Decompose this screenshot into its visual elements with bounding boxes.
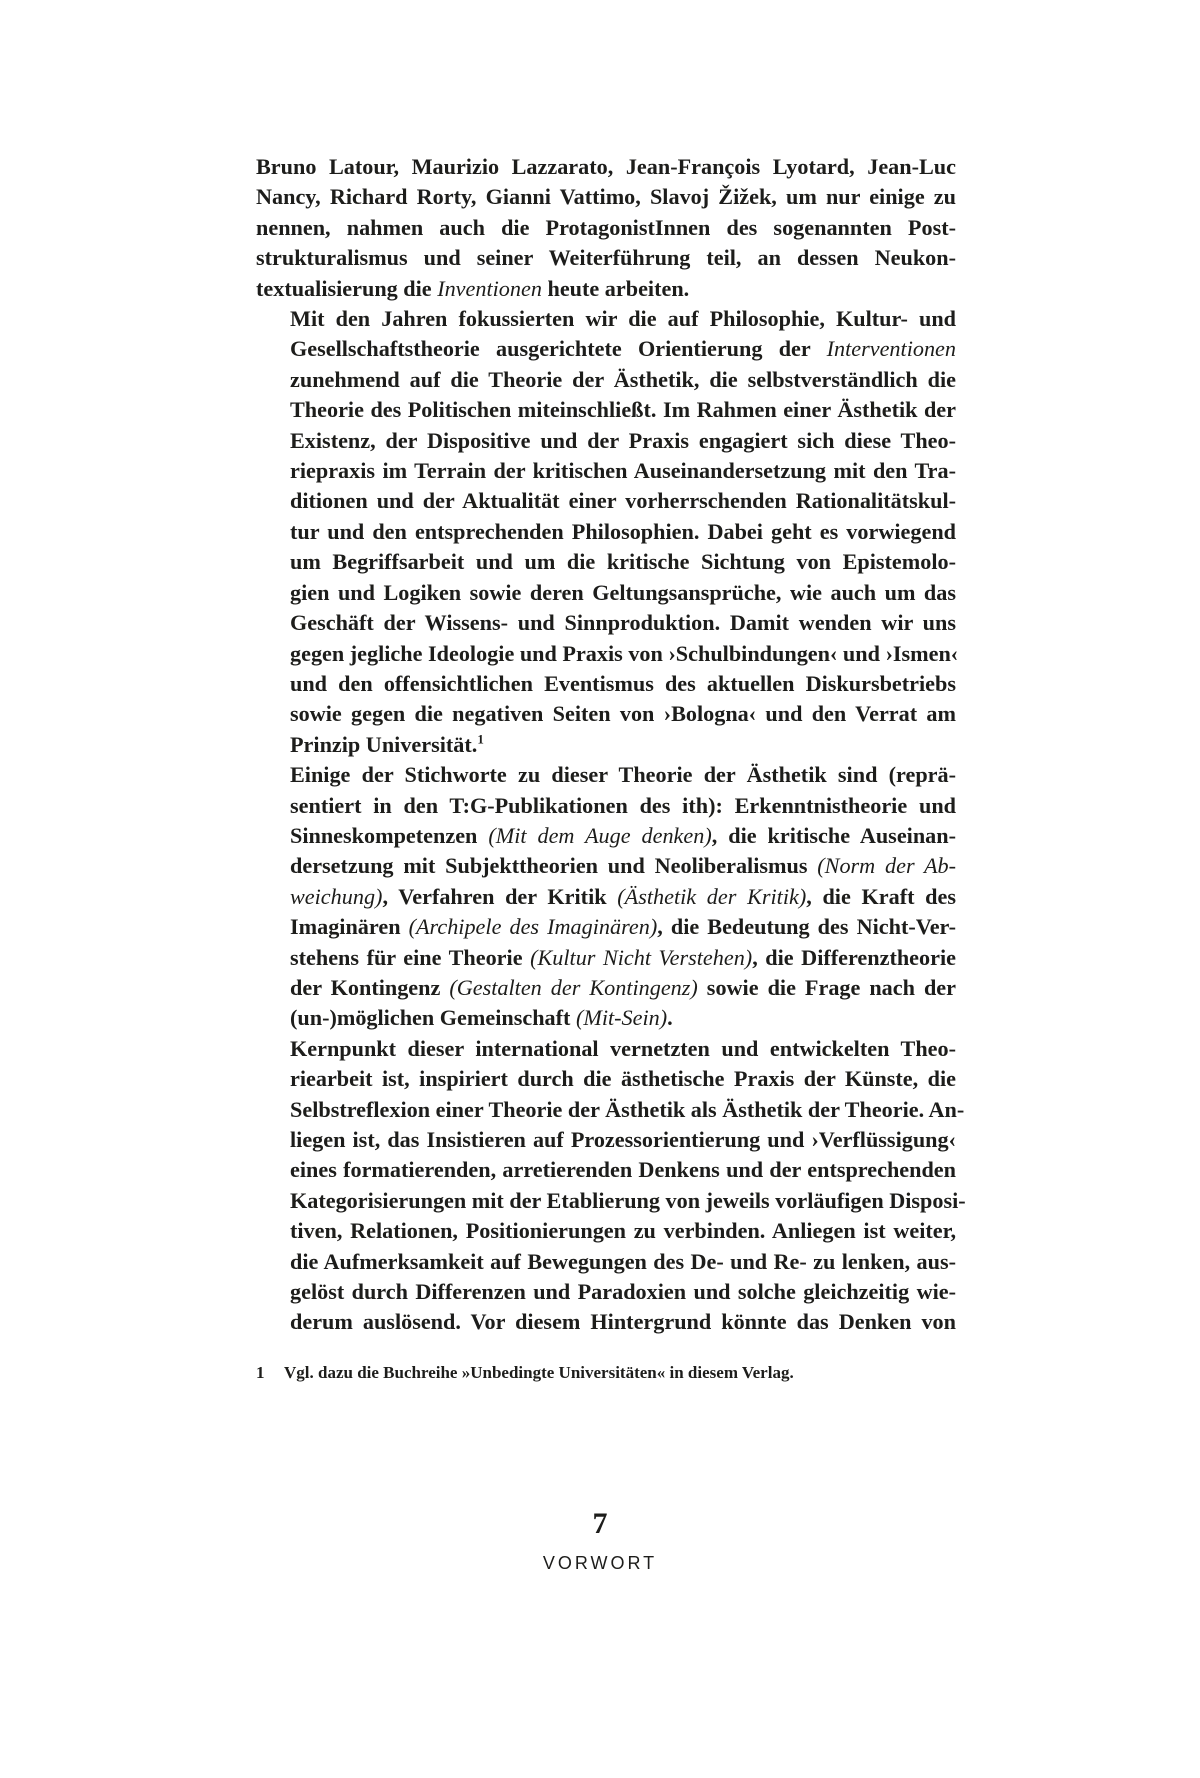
text-line: Prinzip Universität.$^1$: [290, 731, 484, 757]
text-line: sowie gegen die negativen Seiten von ›Bologna‹ und den Verrat am: [290, 701, 956, 727]
paragraph: [256, 760, 956, 1034]
italic-title: (Kultur Nicht Verstehen): [530, 944, 753, 970]
italic-title: Interventionen: [826, 336, 956, 362]
italic-title: (Norm der Ab-: [817, 853, 957, 879]
text-line: tiven, Relationen, Positionierungen zu verbinden. Anliegen ist weiter,: [290, 1218, 956, 1244]
footnote-reference: 1: [477, 731, 484, 747]
text-line: Nancy, Richard Rorty, Gianni Vattimo, Slavoj Žižek, um nur einige zu: [256, 184, 956, 210]
footnote: [256, 1362, 956, 1384]
italic-title: weichung): [290, 883, 383, 909]
text-line: zunehmend auf die Theorie der Ästhetik, die selbstverständlich die: [290, 366, 956, 392]
paragraph: [256, 152, 956, 304]
text-line: Kernpunkt dieser international vernetzten und entwickelten Theo-: [290, 1035, 956, 1061]
italic-title: (Mit-Sein): [575, 1005, 668, 1031]
text-line: sentiert in den T:G-Publikationen des ith): Erkenntnistheorie und: [290, 792, 956, 818]
italic-title: (Mit dem Auge denken): [488, 822, 712, 848]
text-line: weichung), Verfahren der Kritik (Ästhetik der Kritik), die Kraft des: [290, 883, 956, 909]
text-line: Sinneskompetenzen (Mit dem Auge denken), die kritische Auseinan-: [290, 822, 956, 848]
running-footer: VORWORT: [542, 1553, 658, 1573]
text-line: Mit den Jahren fokussierten wir die auf Philosophie, Kultur- und: [290, 306, 956, 332]
text-line: tur und den entsprechenden Philosophien. Dabei geht es vorwiegend: [290, 518, 956, 544]
text-line: Einige der Stichworte zu dieser Theorie der Ästhetik sind (reprä-: [290, 762, 956, 788]
text-line: nennen, nahmen auch die ProtagonistInnen des sogenannten Post-: [256, 214, 956, 240]
text-line: eines formatierenden, arretierenden Denkens und der entsprechenden: [290, 1157, 956, 1183]
italic-title: (Ästhetik der Kritik): [617, 883, 807, 909]
text-line: Theorie des Politischen miteinschließt. Im Rahmen einer Ästhetik der: [290, 397, 956, 423]
text-line: Gesellschaftstheorie ausgerichtete Orientierung der Interventionen: [290, 336, 956, 362]
text-line: ditionen und der Aktualität einer vorherrschenden Rationalitätskul-: [290, 488, 956, 514]
text-line: die Aufmerksamkeit auf Bewegungen des De- und Re- zu lenken, aus-: [290, 1248, 956, 1274]
footnote-text: Vgl. dazu die Buchreihe »Unbedingte Universitäten« in diesem Verlag.: [284, 1363, 794, 1382]
italic-title: Inventionen: [437, 275, 542, 301]
text-line: gegen jegliche Ideologie und Praxis von ›Schulbindungen‹ und ›Ismen‹: [290, 640, 959, 666]
text-line: (un-)möglichen Gemeinschaft (Mit-Sein).: [290, 1005, 673, 1031]
text-line: Bruno Latour, Maurizio Lazzarato, Jean-François Lyotard, Jean-Luc: [256, 154, 956, 179]
text-line: gelöst durch Differenzen und Paradoxien und solche gleichzeitig wie-: [290, 1279, 956, 1305]
text-line: derum auslösend. Vor diesem Hintergrund könnte das Denken von: [290, 1309, 956, 1335]
text-line: und den offensichtlichen Eventismus des aktuellen Diskursbetriebs: [290, 670, 956, 696]
text-line: strukturalismus und seiner Weiterführung teil, an dessen Neukon-: [256, 245, 956, 271]
text-line: Geschäft der Wissens- und Sinnproduktion. Damit wenden wir uns: [290, 610, 956, 636]
footnote-number: 1: [256, 1363, 265, 1382]
italic-title: (Gestalten der Kontingenz): [449, 974, 698, 1000]
text-line: riearbeit ist, inspiriert durch die ästhetische Praxis der Künste, die: [290, 1066, 956, 1092]
text-line: dersetzung mit Subjekttheorien und Neoliberalismus (Norm der Ab-: [290, 853, 957, 879]
italic-title: (Archipele des Imaginären): [408, 914, 658, 940]
paragraph: [256, 304, 959, 760]
text-line: Kategorisierungen mit der Etablierung von jeweils vorläufigen Disposi-: [290, 1187, 966, 1213]
text-line: gien und Logiken sowie deren Geltungsansprüche, wie auch um das: [290, 579, 956, 605]
text-line: Existenz, der Dispositive und der Praxis engagiert sich diese Theo-: [290, 427, 956, 453]
text-line: um Begriffsarbeit und um die kritische Sichtung von Epistemolo-: [290, 549, 956, 575]
text-line: der Kontingenz (Gestalten der Kontingenz) sowie die Frage nach der: [290, 974, 956, 1000]
page-number: 7: [592, 1507, 608, 1540]
text-line: riepraxis im Terrain der kritischen Auseinandersetzung mit den Tra-: [290, 458, 956, 484]
body-text: [256, 152, 966, 1338]
text-line: Imaginären (Archipele des Imaginären), die Bedeutung des Nicht-Ver-: [290, 914, 956, 940]
text-line: Selbstreflexion einer Theorie der Ästhetik als Ästhetik der Theorie. An-: [290, 1096, 965, 1122]
text-line: textualisierung die Inventionen heute arbeiten.: [256, 275, 690, 301]
text-line: liegen ist, das Insistieren auf Prozessorientierung und ›Verflüssigung‹: [290, 1127, 956, 1152]
paragraph: [256, 1034, 966, 1338]
text-line: stehens für eine Theorie (Kultur Nicht Verstehen), die Differenztheorie: [290, 944, 956, 970]
